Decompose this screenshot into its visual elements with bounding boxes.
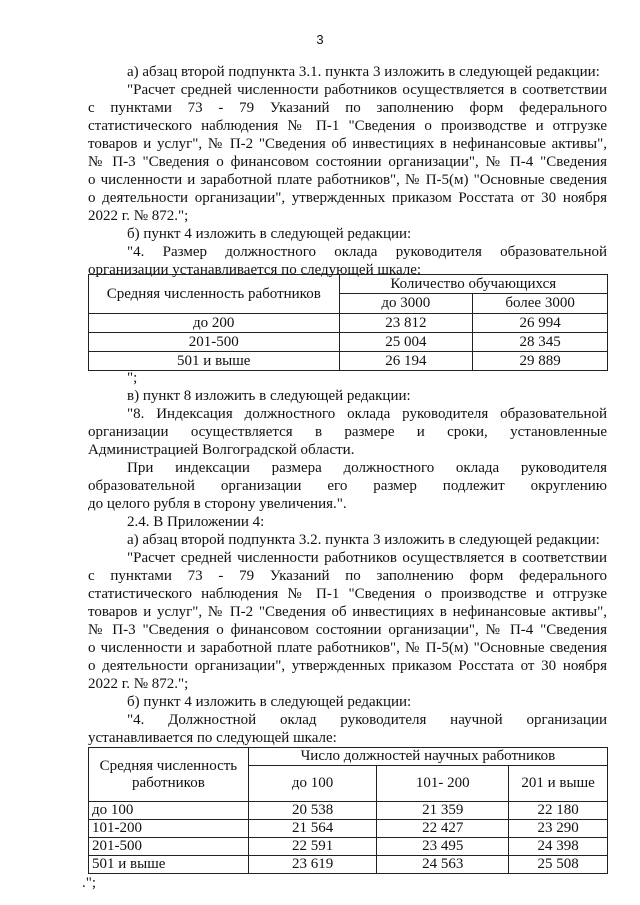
cell-value: 24 398 [509, 838, 608, 856]
point4-line: устанавливается по следующей шкале: [88, 730, 337, 746]
table-header-cell: Количество обучающихся [339, 275, 608, 294]
cell-value: 23 495 [377, 838, 509, 856]
quote-line: о деятельности организации", утвержденных приказом Росстата от 30 ноября [88, 190, 607, 206]
row-label: 501 и выше [89, 352, 340, 371]
cell-value: 23 619 [248, 856, 377, 874]
quote-line: с пунктами 73 - 79 Указаний по заполнению форм федерального [88, 100, 607, 116]
cell-value: 22 591 [248, 838, 377, 856]
quote-line: товаров и услуг", № П-2 "Сведения об инвестициях в нефинансовые активы", [88, 136, 607, 152]
quote-line: "Расчет средней численности работников осуществляется в соответствии [127, 82, 607, 98]
table-row [89, 820, 608, 838]
subparagraph-a-intro: а) абзац второй подпункта 3.2. пункта 3 изложить в следующей редакции: [127, 532, 600, 548]
table-subheader-cell: до 100 [248, 766, 377, 802]
cell-value: 22 427 [377, 820, 509, 838]
quote-line: № П-3 "Сведения о финансовом состоянии организации", № П-4 "Сведения [88, 154, 607, 170]
table-row [89, 856, 608, 874]
table-row [89, 314, 608, 333]
quote-line: о деятельности организации", утвержденных приказом Росстата от 30 ноября [88, 658, 607, 674]
row-label: 501 и выше [89, 856, 249, 874]
quote-line: товаров и услуг", № П-2 "Сведения об инвестициях в нефинансовые активы", [88, 604, 607, 620]
table-row [89, 333, 608, 352]
quote-line: статистического наблюдения № П-1 "Сведения о производстве и отгрузке [88, 118, 607, 134]
page-number: 3 [316, 32, 324, 47]
row-label: 201-500 [89, 333, 340, 352]
indexation-line: При индексации размера должностного оклада руководителя [127, 460, 607, 476]
cell-value: 23 812 [339, 314, 473, 333]
cell-value: 25 508 [509, 856, 608, 874]
row-label: до 100 [89, 802, 249, 820]
cell-value: 28 345 [473, 333, 608, 352]
quote-line: с пунктами 73 - 79 Указаний по заполнению форм федерального [88, 568, 607, 584]
table-row [89, 838, 608, 856]
salary-scale-table-education [88, 274, 608, 371]
cell-value: 29 889 [473, 352, 608, 371]
point4-line: "4. Размер должностного оклада руководителя образовательной [127, 244, 607, 260]
point4-line: организации устанавливается по следующей шкале: [88, 262, 422, 278]
table-header-cell: Средняя численность работников [89, 275, 340, 314]
point8-line: "8. Индексация должностного оклада руководителя образовательной [127, 406, 607, 422]
subparagraph-a-intro: а) абзац второй подпункта 3.1. пункта 3 изложить в следующей редакции: [127, 64, 600, 80]
quote-line: 2022 г. № 872."; [88, 676, 189, 692]
subparagraph-b-intro: б) пункт 4 изложить в следующей редакции: [127, 226, 412, 242]
cell-value: 21 359 [377, 802, 509, 820]
table-subheader-cell: более 3000 [473, 294, 608, 314]
quote-line: о численности и заработной плате работников", № П-5(м) "Основные сведения [88, 640, 607, 656]
indexation-line: образовательной организации его размер подлежит округлению [88, 478, 607, 494]
point8-line: организации осуществляется в размере и сроки, установленные [88, 424, 607, 440]
row-label: 101-200 [89, 820, 249, 838]
table-header-cell: Средняя численность работников [89, 748, 249, 802]
table-subheader-cell: до 3000 [339, 294, 473, 314]
salary-scale-table-science [88, 747, 608, 874]
quote-line: 2022 г. № 872."; [88, 208, 189, 224]
table-subheader-cell: 101- 200 [377, 766, 509, 802]
cell-value: 21 564 [248, 820, 377, 838]
subparagraph-b-intro: б) пункт 4 изложить в следующей редакции: [127, 694, 412, 710]
row-label: до 200 [89, 314, 340, 333]
quote-line: "Расчет средней численности работников осуществляется в соответствии [127, 550, 607, 566]
point8-line: Администрацией Волгоградской области. [88, 442, 355, 458]
subparagraph-v-intro: в) пункт 8 изложить в следующей редакции: [127, 388, 411, 404]
cell-value: 26 994 [473, 314, 608, 333]
table-row [89, 802, 608, 820]
cell-value: 23 290 [509, 820, 608, 838]
cell-value: 24 563 [377, 856, 509, 874]
table-header-cell: Число должностей научных работников [248, 748, 607, 766]
cell-value: 25 004 [339, 333, 473, 352]
table-closing-quote: "; [127, 370, 138, 386]
point4-line: "4. Должностной оклад руководителя научной организации [127, 712, 607, 728]
section-heading: 2.4. В Приложении 4: [127, 514, 265, 530]
table-subheader-cell: 201 и выше [509, 766, 608, 802]
cell-value: 26 194 [339, 352, 473, 371]
table-closing-quote: ."; [82, 875, 97, 891]
quote-line: о численности и заработной плате работников", № П-5(м) "Основные сведения [88, 172, 607, 188]
quote-line: № П-3 "Сведения о финансовом состоянии организации", № П-4 "Сведения [88, 622, 607, 638]
cell-value: 22 180 [509, 802, 608, 820]
table-row [89, 352, 608, 371]
quote-line: статистического наблюдения № П-1 "Сведения о производстве и отгрузке [88, 586, 607, 602]
row-label: 201-500 [89, 838, 249, 856]
indexation-line: до целого рубля в сторону увеличения.". [88, 496, 347, 512]
cell-value: 20 538 [248, 802, 377, 820]
